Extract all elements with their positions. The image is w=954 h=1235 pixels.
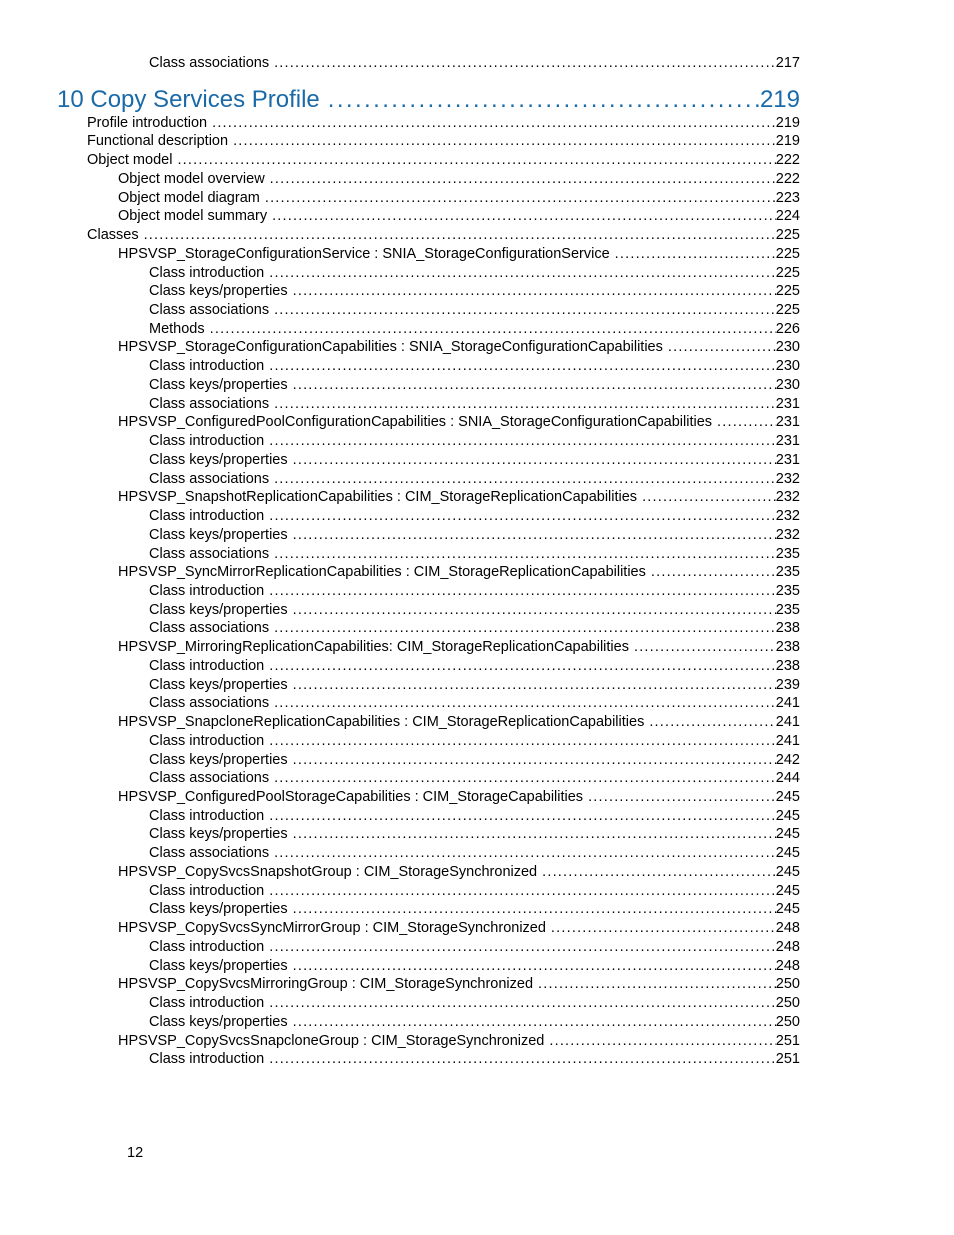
toc-entry-title: Class keys/properties [149, 751, 288, 768]
toc-entry[interactable] [149, 264, 800, 282]
toc-entry-title: Methods [149, 320, 205, 337]
toc-entry[interactable] [118, 207, 800, 225]
toc-entry-title: Class introduction [149, 433, 265, 450]
toc-entry-page: 222 [775, 170, 800, 187]
toc-entry-title: Class introduction [149, 732, 265, 749]
toc-entry-title: Class keys/properties [149, 376, 288, 393]
toc-entry-page: 238 [775, 657, 800, 674]
toc-entry[interactable] [149, 395, 800, 413]
toc-entry-page: 244 [775, 770, 800, 787]
toc-entry-title: Class keys/properties [149, 283, 288, 300]
toc-dot-leader [264, 938, 776, 956]
toc-dot-leader [288, 1013, 776, 1031]
toc-entry-page: 232 [775, 489, 800, 506]
toc-dot-leader [172, 151, 775, 169]
toc-entry-page: 248 [775, 957, 800, 974]
toc-dot-leader [320, 86, 760, 114]
toc-entry-page: 235 [775, 545, 800, 562]
toc-entry[interactable] [118, 788, 800, 806]
toc-dot-leader [537, 863, 776, 881]
toc-entry-title: Class introduction [149, 995, 265, 1012]
toc-entry[interactable] [149, 994, 800, 1012]
toc-entry[interactable] [118, 189, 800, 207]
toc-dot-leader [205, 320, 776, 338]
toc-entry[interactable] [87, 132, 800, 150]
toc-entry-title: 10 Copy Services Profile [57, 85, 320, 113]
toc-entry-title: Class keys/properties [149, 601, 288, 618]
toc-entry-page: 232 [775, 526, 800, 543]
toc-entry[interactable] [149, 1013, 800, 1031]
toc-entry-page: 245 [775, 863, 800, 880]
toc-entry-title: Class introduction [149, 882, 265, 899]
toc-entry-title: Class introduction [149, 264, 265, 281]
toc-entry[interactable] [149, 1050, 800, 1068]
toc-dot-leader [637, 488, 776, 506]
toc-entry-title: Class associations [149, 55, 270, 71]
toc-entry[interactable] [149, 844, 800, 862]
toc-dot-leader [265, 170, 776, 188]
toc-entry-page: 251 [775, 1032, 800, 1049]
toc-entry[interactable] [149, 54, 800, 72]
toc-entry-page: 250 [775, 976, 800, 993]
toc-dot-leader [260, 189, 776, 207]
toc-entry-page: 245 [775, 807, 800, 824]
toc-entry-title: Class associations [149, 770, 270, 787]
toc-entry[interactable] [149, 694, 800, 712]
toc-dot-leader [288, 957, 776, 975]
toc-entry-title: Class keys/properties [149, 1013, 288, 1030]
toc-entry-page: 250 [775, 1013, 800, 1030]
toc-dot-leader [646, 563, 776, 581]
toc-dot-leader [544, 1032, 775, 1050]
toc-entry[interactable] [118, 563, 800, 581]
toc-entry-page: 232 [775, 508, 800, 525]
toc-chapter-heading[interactable] [57, 86, 800, 114]
toc-entry-title: HPSVSP_SyncMirrorReplicationCapabilities : CIM_StorageReplicationCapabilities [118, 564, 646, 581]
toc-entry[interactable] [87, 226, 800, 244]
toc-entry-title: Class associations [149, 845, 270, 862]
toc-entry-title: Class keys/properties [149, 526, 288, 543]
toc-entry-page: 245 [775, 826, 800, 843]
toc-entry-title: Object model diagram [118, 189, 260, 206]
toc-dot-leader [288, 900, 776, 918]
toc-dot-leader [139, 226, 776, 244]
toc-entry-page: 225 [775, 283, 800, 300]
toc-entry[interactable] [118, 338, 800, 356]
toc-entry[interactable] [149, 432, 800, 450]
toc-entry-page: 223 [775, 189, 800, 206]
toc-entry-title: Class introduction [149, 938, 265, 955]
toc-entry-page: 231 [775, 395, 800, 412]
toc-entry-title: Class keys/properties [149, 957, 288, 974]
toc-entry[interactable] [118, 863, 800, 881]
toc-entry-title: Class keys/properties [149, 451, 288, 468]
toc-dot-leader [269, 395, 776, 413]
toc-dot-leader [644, 713, 775, 731]
toc-entry[interactable] [118, 413, 800, 431]
toc-dot-leader [264, 882, 776, 900]
toc-dot-leader [269, 619, 776, 637]
toc-dot-leader [269, 844, 776, 862]
toc-entry-page: 222 [775, 152, 800, 169]
toc-entry-page: 219 [775, 133, 800, 150]
toc-entry-title: HPSVSP_ConfiguredPoolStorageCapabilities : CIM_StorageCapabilities [118, 789, 584, 805]
toc-entry-title: Class keys/properties [149, 676, 288, 693]
toc-entry-title: Class associations [149, 695, 270, 712]
toc-dot-leader [264, 657, 776, 675]
toc-entry[interactable] [149, 732, 800, 750]
toc-entry[interactable] [118, 245, 800, 263]
toc-entry-page: 217 [775, 55, 800, 71]
toc-entry-title: HPSVSP_CopySvcsSyncMirrorGroup : CIM_StorageSynchronized [118, 920, 546, 937]
toc-entry-title: HPSVSP_StorageConfigurationCapabilities : SNIA_StorageConfigurationCapabilities [118, 339, 663, 356]
toc-dot-leader [583, 788, 776, 806]
toc-dot-leader [264, 432, 776, 450]
toc-entry[interactable] [149, 807, 800, 825]
toc-entry-title: HPSVSP_SnapcloneReplicationCapabilities : CIM_StorageReplicationCapabilities [118, 714, 645, 731]
toc-entry[interactable] [118, 1032, 800, 1050]
toc-entry-page: 219 [759, 85, 800, 113]
toc-entry[interactable] [87, 151, 800, 169]
toc-entry-title: Class introduction [149, 1051, 265, 1068]
toc-entry[interactable] [149, 938, 800, 956]
toc-dot-leader [264, 582, 776, 600]
toc-dot-leader [269, 470, 776, 488]
toc-entry[interactable] [149, 769, 800, 787]
toc-entry[interactable] [149, 601, 800, 619]
toc-entry[interactable] [149, 357, 800, 375]
toc-entry-page: 225 [775, 264, 800, 281]
toc-entry-page: 250 [775, 995, 800, 1012]
toc-dot-leader [269, 545, 776, 563]
toc-entry-title: Functional description [87, 133, 229, 150]
toc-dot-leader [288, 751, 776, 769]
toc-entry[interactable] [149, 582, 800, 600]
toc-entry-page: 238 [775, 639, 800, 656]
toc-entry-title: Class associations [149, 620, 270, 637]
toc-entry[interactable] [149, 751, 800, 769]
toc-entry-page: 242 [775, 751, 800, 768]
toc-entry-title: HPSVSP_ConfiguredPoolConfigurationCapabilities : SNIA_StorageConfigurationCapabilities [118, 414, 713, 431]
toc-entry-page: 241 [775, 732, 800, 749]
toc-dot-leader [269, 54, 776, 72]
toc-entry-page: 251 [775, 1051, 800, 1068]
toc-entry-page: 225 [775, 302, 800, 319]
toc-entry-title: HPSVSP_CopySvcsMirroringGroup : CIM_StorageSynchronized [118, 976, 534, 993]
toc-entry-title: Class introduction [149, 657, 265, 674]
toc-dot-leader [264, 357, 776, 375]
toc-dot-leader [288, 601, 776, 619]
toc-entry-page: 235 [775, 601, 800, 618]
toc-entry-title: HPSVSP_MirroringReplicationCapabilities: CIM_StorageReplicationCapabilities [118, 639, 629, 656]
toc-entry[interactable] [149, 957, 800, 975]
toc-entry[interactable] [149, 900, 800, 918]
toc-dot-leader [264, 807, 776, 825]
toc-dot-leader [269, 301, 776, 319]
toc-entry-title: Class associations [149, 395, 270, 412]
toc-entry-title: Profile introduction [87, 114, 208, 131]
toc-entry[interactable] [149, 676, 800, 694]
toc-entry[interactable] [149, 545, 800, 563]
toc-entry[interactable] [149, 320, 800, 338]
toc-entry[interactable] [149, 619, 800, 637]
toc-dot-leader [610, 245, 776, 263]
toc-entry-page: 231 [775, 433, 800, 450]
toc-entry[interactable] [149, 526, 800, 544]
toc-dot-leader [264, 732, 776, 750]
toc-entry-page: 241 [775, 695, 800, 712]
toc-entry-page: 248 [775, 920, 800, 937]
toc-entry-page: 230 [775, 376, 800, 393]
toc-dot-leader [288, 825, 776, 843]
toc-entry-title: Class introduction [149, 807, 265, 824]
toc-entry[interactable] [149, 470, 800, 488]
toc-entry[interactable] [149, 376, 800, 394]
toc-dot-leader [663, 338, 776, 356]
toc-entry-title: Object model overview [118, 170, 265, 187]
toc-entry-title: HPSVSP_StorageConfigurationService : SNIA_StorageConfigurationService [118, 245, 610, 262]
toc-entry[interactable] [149, 282, 800, 300]
toc-entry-page: 232 [775, 470, 800, 487]
toc-entry-page: 248 [775, 938, 800, 955]
toc-entry-page: 245 [775, 901, 800, 918]
toc-dot-leader [288, 451, 776, 469]
toc-entry[interactable] [118, 488, 800, 506]
toc-dot-leader [712, 413, 776, 431]
toc-entry-title: Class introduction [149, 358, 265, 375]
toc-entry[interactable] [149, 451, 800, 469]
toc-entry[interactable] [149, 301, 800, 319]
toc-entry-page: 226 [775, 320, 800, 337]
toc-entry[interactable] [118, 713, 800, 731]
toc-entry-title: HPSVSP_SnapshotReplicationCapabilities : CIM_StorageReplicationCapabilities [118, 489, 638, 506]
toc-dot-leader [629, 638, 776, 656]
toc-dot-leader [207, 114, 776, 132]
toc-entry-page: 231 [775, 414, 800, 431]
toc-entry-page: 245 [775, 845, 800, 862]
toc-entry-page: 231 [775, 451, 800, 468]
toc-dot-leader [264, 994, 776, 1012]
page-number: 12 [127, 1145, 144, 1161]
toc-entry-page: 230 [775, 339, 800, 356]
toc-dot-leader [228, 132, 776, 150]
toc-entry-page: 224 [775, 208, 800, 225]
toc-dot-leader [267, 207, 776, 225]
toc-entry-page: 241 [775, 714, 800, 731]
toc-entry-title: Class associations [149, 470, 270, 487]
toc-dot-leader [546, 919, 776, 937]
toc-entry[interactable] [149, 507, 800, 525]
toc-entry-page: 230 [775, 358, 800, 375]
toc-dot-leader [533, 975, 776, 993]
toc-entry-page: 238 [775, 620, 800, 637]
toc-entry[interactable] [118, 975, 800, 993]
toc-entry-page: 245 [775, 882, 800, 899]
toc-entry[interactable] [118, 919, 800, 937]
toc-entry[interactable] [149, 825, 800, 843]
toc-entry-title: HPSVSP_CopySvcsSnapshotGroup : CIM_StorageSynchronized [118, 863, 538, 880]
toc-entry-page: 225 [775, 227, 800, 244]
toc-dot-leader [264, 507, 776, 525]
toc-entry-page: 235 [775, 582, 800, 599]
toc-entry[interactable] [118, 638, 800, 656]
toc-entry-title: Classes [87, 227, 139, 244]
toc-entry[interactable] [118, 170, 800, 188]
toc-dot-leader [264, 1050, 776, 1068]
toc-entry-title: Object model [87, 152, 173, 169]
toc-entry-title: Class keys/properties [149, 901, 288, 918]
toc-dot-leader [264, 264, 776, 282]
toc-entry-page: 245 [775, 789, 800, 805]
toc-dot-leader [288, 282, 776, 300]
toc-entry-page: 225 [775, 245, 800, 262]
toc-entry-title: HPSVSP_CopySvcsSnapcloneGroup : CIM_StorageSynchronized [118, 1032, 545, 1049]
toc-entry[interactable] [87, 114, 800, 132]
toc-entry[interactable] [149, 657, 800, 675]
toc-entry-title: Class introduction [149, 582, 265, 599]
toc-entry[interactable] [149, 882, 800, 900]
toc-dot-leader [288, 376, 776, 394]
toc-entry-page: 235 [775, 564, 800, 581]
toc-entry-title: Class introduction [149, 508, 265, 525]
toc-entry-title: Class associations [149, 545, 270, 562]
toc-dot-leader [288, 676, 776, 694]
toc-dot-leader [288, 526, 776, 544]
toc-entry-page: 239 [775, 676, 800, 693]
toc-entry-title: Object model summary [118, 208, 268, 225]
toc-dot-leader [269, 694, 776, 712]
toc-entry-page: 219 [775, 114, 800, 131]
toc-dot-leader [269, 769, 776, 787]
toc-entry-title: Class keys/properties [149, 826, 288, 843]
toc-entry-title: Class associations [149, 302, 270, 319]
